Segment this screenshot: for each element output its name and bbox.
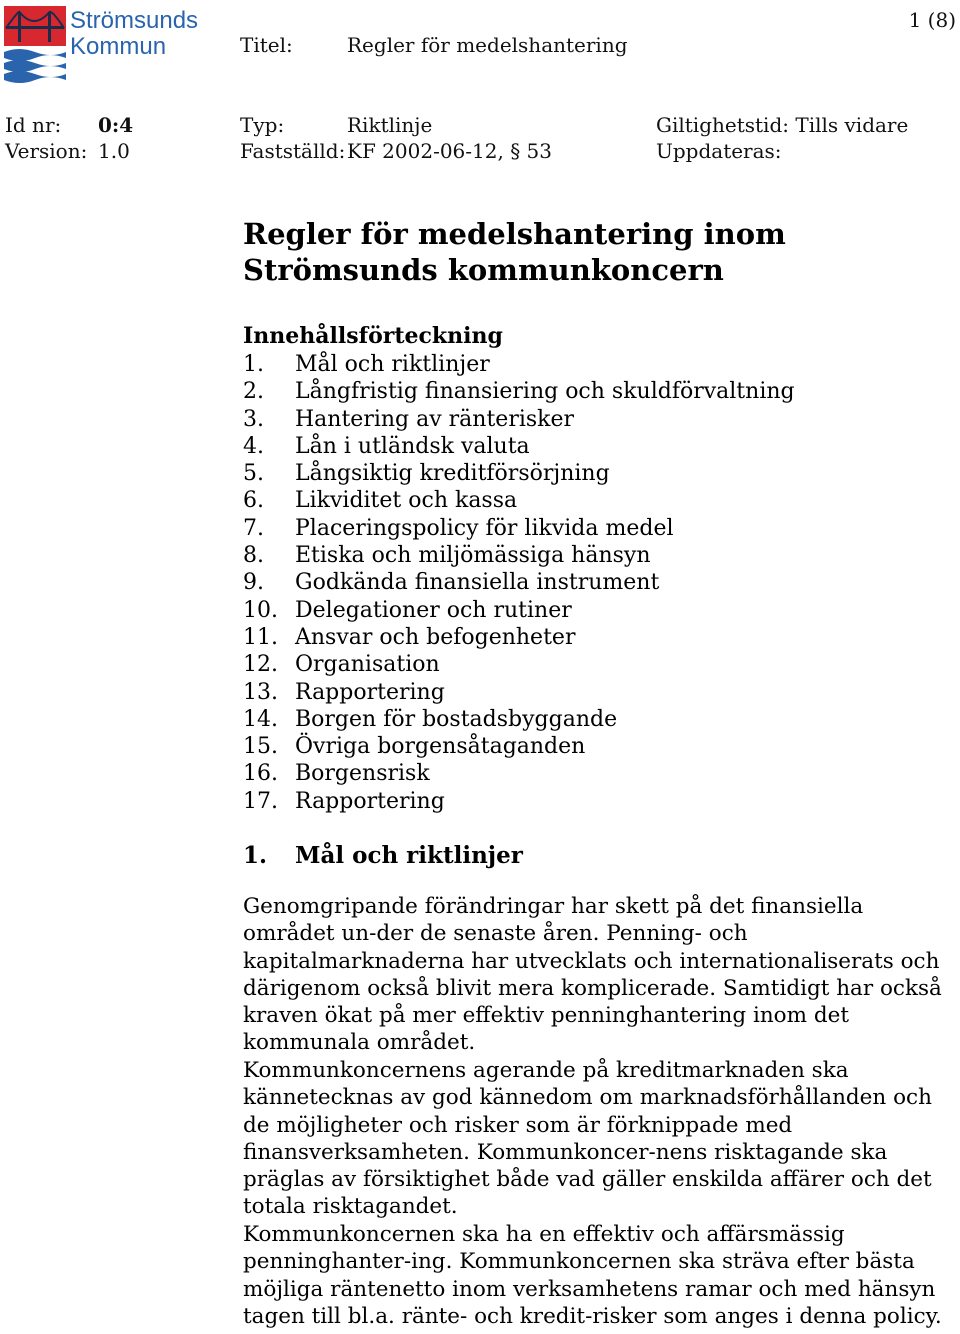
toc-item-label: Etiska och miljömässiga hänsyn	[295, 543, 651, 569]
toc-item-number: 11.	[243, 624, 278, 650]
toc-item	[243, 733, 795, 760]
toc-item-number: 13.	[243, 679, 278, 705]
paragraph-3: Kommunkoncernen ska ha en effektiv och affärsmässig penninghanter-ing. Kommunkoncernen ska sträva efter bästa möjliga räntenetto inom verksamhetens ramar och med hänsyn tagen till bl.a. ränte- och kredit-risker som anges i denna policy.	[243, 1222, 942, 1329]
section-heading	[243, 842, 523, 869]
toc-item-number: 1.	[243, 352, 264, 377]
toc-item-label: Hantering av ränterisker	[295, 406, 575, 432]
toc-item-number: 9.	[243, 570, 264, 596]
toc-item-number: 3.	[243, 406, 264, 432]
toc-item	[243, 624, 795, 651]
id-label: Id nr:	[5, 113, 62, 137]
id-value: 0:4	[98, 113, 134, 137]
toc-item	[243, 706, 795, 733]
toc-item	[243, 651, 795, 678]
toc-item	[243, 760, 795, 787]
logo-line2: Kommun	[70, 33, 167, 60]
toc-item	[243, 569, 795, 596]
toc-item-number: 7.	[243, 515, 264, 541]
toc-item	[243, 597, 795, 624]
toc-item-number: 5.	[243, 461, 264, 487]
toc-item	[243, 487, 795, 514]
validity: Giltighetstid: Tills vidare	[656, 113, 909, 137]
section-number: 1.	[243, 842, 268, 869]
paragraph-1: Genomgripande förändringar har skett på det finansiella området un-der de senaste åren. Penning- och kapitalmarknaderna har utvecklats och internationaliserats och därigenom också blivit mera komplicerade. Samtidigt har också kraven ökat på mer effektiv penninghantering inom det kommunala området.	[243, 894, 942, 1056]
logo-line1: Strömsunds	[70, 7, 199, 34]
toc-item-label: Rapportering	[295, 679, 445, 705]
version-value: 1.0	[98, 139, 130, 163]
toc-item	[243, 679, 795, 706]
toc-item	[243, 433, 795, 460]
toc-item-label: Mål och riktlinjer	[295, 352, 490, 377]
toc-item-label: Organisation	[295, 652, 440, 678]
table-of-contents	[243, 351, 795, 815]
toc-item	[243, 406, 795, 433]
toc-item-label: Långfristig finansiering och skuldförvaltning	[295, 379, 795, 405]
document-title: Regler för medelshantering inom Strömsunds kommunkoncern	[243, 217, 786, 287]
toc-item-number: 17.	[243, 788, 278, 814]
toc-item-label: Borgensrisk	[295, 761, 430, 787]
toc-item-label: Delegationer och rutiner	[295, 597, 572, 623]
toc-item-label: Långsiktig kreditförsörjning	[295, 461, 610, 487]
updated-label: Uppdateras:	[656, 139, 782, 163]
title-value: Regler för medelshantering	[347, 33, 628, 57]
title-label: Titel:	[240, 33, 293, 57]
paragraph-2: Kommunkoncernens agerande på kreditmarknaden ska kännetecknas av god kännedom om marknadsförhållanden och de möjligheter och risker som är förknippade med finansverksamheten. Kommunkoncer-nens risktagande ska präglas av försiktighet både vad gäller enskilda affärer och det totala risktagandet.	[243, 1058, 932, 1220]
bridge-wave-logo-icon	[4, 6, 66, 84]
toc-item-label: Placeringspolicy för likvida medel	[295, 515, 674, 541]
toc-item-label: Rapportering	[295, 788, 445, 814]
toc-item-label: Lån i utländsk valuta	[295, 433, 530, 459]
toc-item-label: Borgen för bostadsbyggande	[295, 706, 618, 732]
toc-item-number: 14.	[243, 706, 278, 732]
page-number: 1 (8)	[908, 8, 956, 32]
established-value: KF 2002-06-12, § 53	[347, 139, 553, 163]
toc-item-number: 8.	[243, 543, 264, 569]
toc-item	[243, 351, 795, 378]
toc-item	[243, 515, 795, 542]
toc-item-number: 4.	[243, 433, 264, 459]
version-label: Version:	[5, 139, 88, 163]
toc-heading: Innehållsförteckning	[243, 323, 503, 349]
toc-item	[243, 788, 795, 815]
section-title: Mål och riktlinjer	[295, 842, 523, 869]
toc-item-label: Ansvar och befogenheter	[295, 624, 576, 650]
toc-item-number: 16.	[243, 761, 278, 787]
toc-item	[243, 378, 795, 405]
toc-item-label: Övriga borgensåtaganden	[295, 734, 586, 760]
logo-wordmark	[70, 8, 198, 60]
toc-item-number: 15.	[243, 734, 278, 760]
toc-item-label: Godkända finansiella instrument	[295, 570, 660, 596]
toc-item-number: 6.	[243, 488, 264, 514]
toc-item-number: 12.	[243, 652, 278, 678]
type-value: Riktlinje	[347, 113, 433, 137]
toc-item	[243, 460, 795, 487]
toc-item-number: 2.	[243, 379, 264, 405]
toc-item-label: Likviditet och kassa	[295, 488, 518, 514]
established-label: Fastställd:	[240, 139, 346, 163]
type-label: Typ:	[240, 113, 285, 137]
toc-item	[243, 542, 795, 569]
toc-item-number: 10.	[243, 597, 278, 623]
